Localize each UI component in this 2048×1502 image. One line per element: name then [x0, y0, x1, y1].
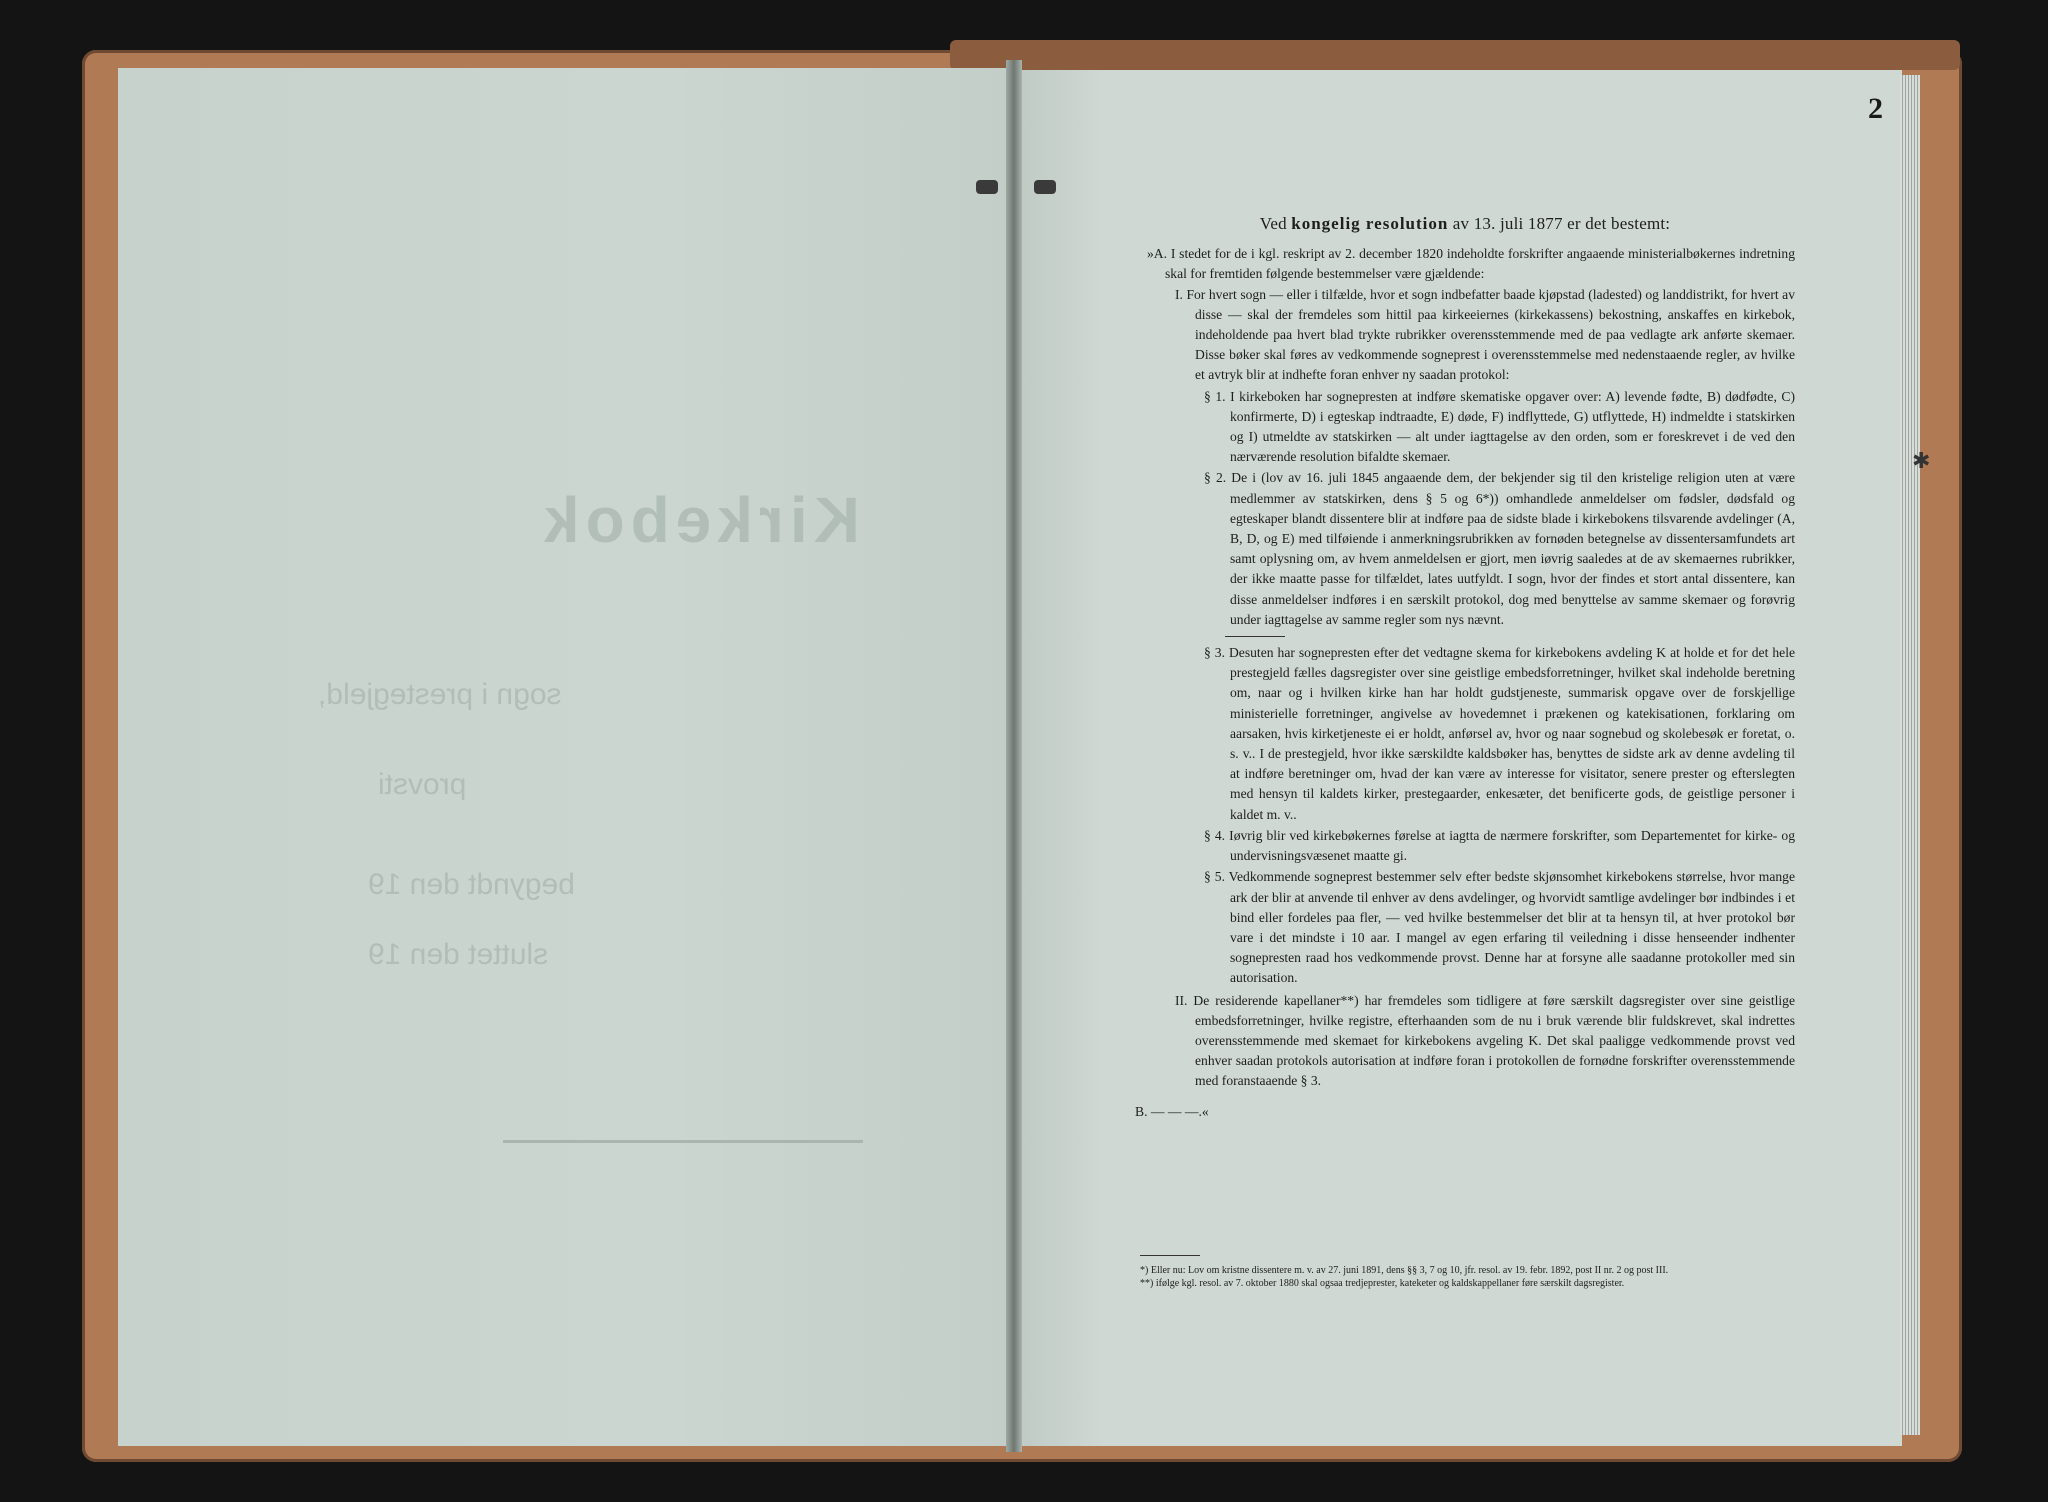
resolution-text	[1135, 214, 1795, 1122]
footnote-2: **) ifølge kgl. resol. av 7. oktober 1880 skal ogsaa tredjeprester, kateketer og kaldskappellaner føre særskilt dagsregister.	[1140, 1278, 1625, 1289]
ghost-line-4: sluttet den 19	[368, 938, 549, 971]
binding-hole-right	[1034, 180, 1056, 194]
section-3: § 3. Desuten har sognepresten efter det vedtagne skema for kirkebokens avdeling K at holde et for det hele prestegjeld fælles dagsregister over sine geistlige embedsforretninger, hvilket skal indeholde beretning om, naar og i hvilken kirke han har holdt gudstjeneste, summarisk opgave over de forskjellige ministerielle forretninger, angivelse av hovedemnet i prækenen og katekisationen, forklaring om aarsaken, hvis kirketjeneste ei er holdt, anførsel av, hvor og naar sognebud og skolebesøk er foretat, o. s. v.. I de prestegjeld, hvor ikke særskildte kaldsbøker has, benyttes de sidste ark av denne avdeling til at indføre beretninger om, hvad der kan være av interesse for visitator, senere prester og efterslegten med hensyn til kaldets kirker, prestegaarder, enkesæter, det benificerte gods, de geistlige personer i kaldet m. v..	[1204, 645, 1795, 822]
ghost-title: Kirkebok	[538, 484, 860, 556]
margin-mark-icon: ✱	[1912, 448, 1931, 473]
book-spine-top	[950, 40, 1960, 70]
footnote-rule	[1140, 1255, 1200, 1256]
section-4: § 4. Iøvrig blir ved kirkebøkernes førelse at iagtta de nærmere forskrifter, som Departementet for kirke- og undervisningsvæsenet maatte gi.	[1204, 827, 1795, 864]
paragraph-a: »A. I stedet for de i kgl. reskript av 2. december 1820 indeholdte forskrifter angaaende ministerialbøkernes indretning skal for fremtiden følgende bestemmelser være gjældende:	[1147, 246, 1795, 282]
page-number: 2	[1868, 92, 1883, 125]
heading-bold: kongelig resolution	[1291, 214, 1449, 233]
ghost-line-3: begyndt den 19	[368, 868, 575, 901]
resolution-heading	[1135, 214, 1795, 234]
ghost-line-2: provsti	[378, 768, 467, 801]
section-2: § 2. De i (lov av 16. juli 1845 angaaende dem, der bekjender sig til den kristelige religion uten at være medlemmer av statskirken, dens § 5 og 6*)) omhandlede anmeldelser om fødsler, dødsfald og egteskaper blandt dissentere blir at indføre paa de sidste blade i kirkebokens tilsvarende avdelinger (A, B, D, og E) med tilføiende i anmerkningsrubrikken av fornøden betegnelse av dissentersamfundets art samt oplysning om, av hvem anmeldelsen er gjort, men iøvrig saaledes at de av skemaernes rubrikker, der ikke maatte passe for tilfældet, lates uutfyldt. I sogn, hvor der findes et stort antal dissentere, kan disse anmeldelser indføres i en særskilt protokol, dog med benyttelse av samme skemaer og forøvrig under iagttagelse av samme regler som nys nævnt.	[1204, 470, 1795, 627]
left-page	[118, 68, 1018, 1446]
section-divider	[1225, 636, 1285, 637]
binding-hole-left	[976, 180, 998, 194]
footnotes	[1140, 1255, 1790, 1290]
paragraph-ii: II. De residerende kapellaner**) har fremdeles som tidligere at føre særskilt dagsregister over sine geistlige embedsforretninger, hvilke registre, efterhaanden som de nu i bruk værende blir fuldskrevet, skal indrettes overensstemmende med skemaet for kirkebokens avgeling K. Det skal paaligge vedkommende provst ved enhver saadan protokols autorisation at indføre foran i protokollen de fornødne forskrifter overensstemmende med foranstaaende § 3.	[1175, 992, 1795, 1089]
page-edges	[1900, 75, 1920, 1435]
ghost-line-1: sogn i prestegjeld,	[318, 678, 562, 711]
section-1: § 1. I kirkeboken har sognepresten at indføre skematiske opgaver over: A) levende fødte, B) dødfødte, C) konfirmerte, D) i egteskap indtraadte, E) døde, F) indflyttede, G) utflyttede, H) indmeldte i statskirken og I) utmeldte av statskirken — alt under iagttagelse av den orden, som er foreskrevet i de ved den nærværende resolution bifaldte skemaer.	[1204, 388, 1795, 465]
heading-prefix: Ved	[1259, 214, 1292, 233]
paragraph-b: B. — — —.«	[1135, 1103, 1209, 1119]
left-page-rule	[503, 1140, 863, 1143]
footnote-1: *) Eller nu: Lov om kristne dissentere m. v. av 27. juni 1891, dens §§ 3, 7 og 10, jfr. resol. av 19. febr. 1892, post II nr. 2 og post III.	[1140, 1265, 1669, 1276]
paragraph-i: I. For hvert sogn — eller i tilfælde, hvor et sogn indbefatter baade kjøpstad (ladested) og landdistrikt, for hvert av disse — skal der fremdeles som hittil paa kirkeeiernes (kirkekassens) bekostning, anskaffes en kirkebok, indeholdende paa hvert blad trykte rubrikker overensstemmende med de paa vedlagte ark anførte skemaer. Disse bøker skal føres av vedkommende sogneprest i overensstemmelse med nedenstaaende regler, av hvilke et avtryk blir at indhefte foran enhver ny saadan protokol:	[1175, 286, 1795, 383]
book-gutter	[1006, 60, 1022, 1452]
section-5: § 5. Vedkommende sogneprest bestemmer selv efter bedste skjønsomhet kirkebokens størrelse, hvor mange ark der blir at anvende til enhver av dens avdelinger, og hvorvidt samtlige avdelinger bør indbindes i et bind eller fordeles paa fler, — ved hvilke bestemmelser det blir at ta hensyn til, at hver protokol bør vare i det mindste i 10 aar. I mangel av egen erfaring til veiledning i disse henseender indhenter sognepresten raad hos vedkommende provst. Denne har at forsyne alle saadanne protokoller med sin autorisation.	[1204, 869, 1795, 986]
heading-suffix: av 13. juli 1877 er det bestemt:	[1448, 214, 1671, 233]
